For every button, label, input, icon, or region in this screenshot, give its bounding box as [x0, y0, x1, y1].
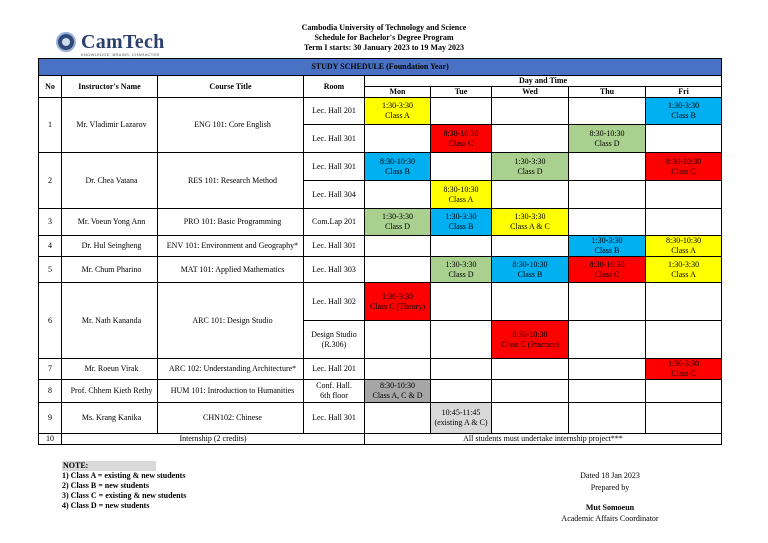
row-number: 3 — [39, 209, 62, 236]
header-wed: Wed — [492, 87, 569, 98]
course-title: ARC 101: Design Studio — [158, 283, 304, 359]
empty-slot — [492, 380, 569, 403]
session-slot: 1:30-3:30 Class B — [646, 98, 722, 125]
session-slot: 1:30-3:30 Class B — [569, 236, 646, 257]
row-number: 6 — [39, 283, 62, 359]
instructor-name: Dr. Chea Vatana — [62, 153, 158, 209]
instructor-name: Dr. Hul Seingheng — [62, 236, 158, 257]
instructor-name: Mr. Vladimir Lazarov — [62, 98, 158, 153]
header-fri: Fri — [646, 87, 722, 98]
empty-slot — [646, 321, 722, 359]
room: Lec. Hall 304 — [304, 181, 365, 209]
session-slot: 8:30-10:30 Class A — [646, 236, 722, 257]
table-row — [39, 257, 722, 283]
table-row — [39, 359, 722, 380]
empty-slot — [646, 125, 722, 153]
empty-slot — [492, 98, 569, 125]
header-instructor: Instructor's Name — [62, 76, 158, 98]
table-row — [39, 236, 722, 257]
row-number: 5 — [39, 257, 62, 283]
session-slot: 1:30-3:30 Class B — [431, 209, 492, 236]
header-thu: Thu — [569, 87, 646, 98]
session-slot: 8:30-10:30 Class C — [569, 257, 646, 283]
session-slot: 8:30-10:30 Class C — [646, 153, 722, 181]
empty-slot — [492, 125, 569, 153]
row-number: 4 — [39, 236, 62, 257]
table-row — [39, 403, 722, 434]
logo-tagline: KNOWLEDGE, BRAINS, CHARACTER — [81, 52, 160, 57]
session-slot: 8:30-10:30 Class B — [365, 153, 431, 181]
room: Design Studio (R.306) — [304, 321, 365, 359]
header-tue: Tue — [431, 87, 492, 98]
signatory-name: Mut Somoeun — [585, 503, 635, 512]
header-course: Course Title — [158, 76, 304, 98]
dated-text: Dated 18 Jan 2023 — [580, 471, 640, 480]
empty-slot — [431, 283, 492, 321]
empty-slot — [431, 153, 492, 181]
row-number: 8 — [39, 380, 62, 403]
session-slot: 8:30-10:30 Class C — [431, 125, 492, 153]
course-title: ARC 102: Understanding Architecture* — [158, 359, 304, 380]
empty-slot — [365, 359, 431, 380]
empty-slot — [569, 283, 646, 321]
empty-slot — [569, 403, 646, 434]
room: Lec. Hall 302 — [304, 283, 365, 321]
empty-slot — [492, 181, 569, 209]
study-schedule-table — [38, 58, 722, 445]
empty-slot — [365, 125, 431, 153]
empty-slot — [492, 403, 569, 434]
empty-slot — [646, 181, 722, 209]
empty-slot — [569, 153, 646, 181]
course-title: HUM 101: Introduction to Humanities — [158, 380, 304, 403]
session-slot: 1:30-3:30 Class A — [365, 98, 431, 125]
internship-note: All students must undertake internship project*** — [365, 434, 722, 445]
table-row — [39, 434, 722, 445]
row-number: 1 — [39, 98, 62, 153]
internship-label: Internship (2 credits) — [62, 434, 365, 445]
session-slot: 8:30-10:30 Class A — [431, 181, 492, 209]
header-room: Room — [304, 76, 365, 98]
room: Com.Lap 201 — [304, 209, 365, 236]
session-slot: 1:30-3:30 Class D — [492, 153, 569, 181]
session-slot: 8:30-10:30 Class C (Practice) — [492, 321, 569, 359]
course-title: PRO 101: Basic Programming — [158, 209, 304, 236]
session-slot: 1:30-3:30 Class D — [431, 257, 492, 283]
session-slot: 1:30-3:30 Class A & C — [492, 209, 569, 236]
room: Lec. Hall 303 — [304, 257, 365, 283]
empty-slot — [569, 321, 646, 359]
session-slot: 8:30-10:30 Class D — [569, 125, 646, 153]
session-slot: 1:30-3:30 Class D — [365, 209, 431, 236]
term-dates: Term I starts: 30 January 2023 to 19 May 2023 — [304, 43, 464, 52]
empty-slot — [492, 236, 569, 257]
empty-slot — [569, 359, 646, 380]
empty-slot — [431, 380, 492, 403]
empty-slot — [569, 98, 646, 125]
course-title: ENV 101: Environment and Geography* — [158, 236, 304, 257]
university-name: Cambodia University of Technology and Science — [301, 23, 467, 32]
course-title: ENG 101: Core English — [158, 98, 304, 153]
row-number: 10 — [39, 434, 62, 445]
instructor-name: Mr. Chum Pharino — [62, 257, 158, 283]
empty-slot — [646, 403, 722, 434]
empty-slot — [431, 321, 492, 359]
empty-slot — [646, 209, 722, 236]
empty-slot — [569, 209, 646, 236]
instructor-name: Mr. Nath Kananda — [62, 283, 158, 359]
session-slot: 1:30-3:30 Class A — [646, 257, 722, 283]
schedule-title: STUDY SCHEDULE (Foundation Year) — [39, 59, 722, 76]
empty-slot — [431, 98, 492, 125]
table-row — [39, 153, 722, 181]
note-item: 1) Class A = existing & new students — [62, 471, 186, 480]
note-item: 2) Class B = new students — [62, 481, 150, 490]
row-number: 9 — [39, 403, 62, 434]
instructor-name: Mr. Roeun Virak — [62, 359, 158, 380]
notes-block — [62, 461, 186, 511]
empty-slot — [365, 257, 431, 283]
session-slot: 8:30-10:30 Class A, C & D — [365, 380, 431, 403]
instructor-name: Mr. Voeun Yong Ann — [62, 209, 158, 236]
course-title: MAT 101: Applied Mathematics — [158, 257, 304, 283]
empty-slot — [646, 380, 722, 403]
row-number: 2 — [39, 153, 62, 209]
logo-name: CamTech — [81, 31, 165, 53]
row-number: 7 — [39, 359, 62, 380]
course-title: CHN102: Chinese — [158, 403, 304, 434]
empty-slot — [492, 283, 569, 321]
program-title: Schedule for Bachelor's Degree Program — [314, 33, 454, 42]
session-slot: 1:30-3:30 Class C — [646, 359, 722, 380]
table-row — [39, 283, 722, 321]
header-no: No — [39, 76, 62, 98]
room: Lec. Hall 301 — [304, 153, 365, 181]
room: Conf. Hall. 6th floor — [304, 380, 365, 403]
note-item: 3) Class C = existing & new students — [62, 491, 187, 500]
course-title: RES 101: Research Method — [158, 153, 304, 209]
empty-slot — [365, 403, 431, 434]
header-mon: Mon — [365, 87, 431, 98]
table-row — [39, 209, 722, 236]
header-day-time: Day and Time — [365, 76, 722, 87]
instructor-name: Prof. Chhem Kieth Rethy — [62, 380, 158, 403]
empty-slot — [431, 236, 492, 257]
empty-slot — [365, 181, 431, 209]
session-slot: 8:30-10:30 Class B — [492, 257, 569, 283]
prepared-by-text: Prepared by — [590, 483, 630, 492]
empty-slot — [569, 181, 646, 209]
room: Lec. Hall 201 — [304, 359, 365, 380]
room: Lec. Hall 301 — [304, 125, 365, 153]
empty-slot — [492, 359, 569, 380]
empty-slot — [365, 321, 431, 359]
session-slot: 1:30-3:30 Class C (Theory) — [365, 283, 431, 321]
notes-title: NOTE: — [62, 461, 156, 471]
signatory-position: Academic Affairs Coordinator — [561, 514, 659, 523]
table-row — [39, 98, 722, 125]
empty-slot — [646, 283, 722, 321]
note-item: 4) Class D = new students — [62, 501, 150, 510]
session-slot: 10:45-11:45 (existing A & C) — [431, 403, 492, 434]
instructor-name: Ms. Krang Kanika — [62, 403, 158, 434]
table-row — [39, 380, 722, 403]
empty-slot — [365, 236, 431, 257]
empty-slot — [569, 380, 646, 403]
empty-slot — [431, 359, 492, 380]
room: Lec. Hall 201 — [304, 98, 365, 125]
room: Lec. Hall 301 — [304, 236, 365, 257]
room: Lec. Hall 301 — [304, 403, 365, 434]
